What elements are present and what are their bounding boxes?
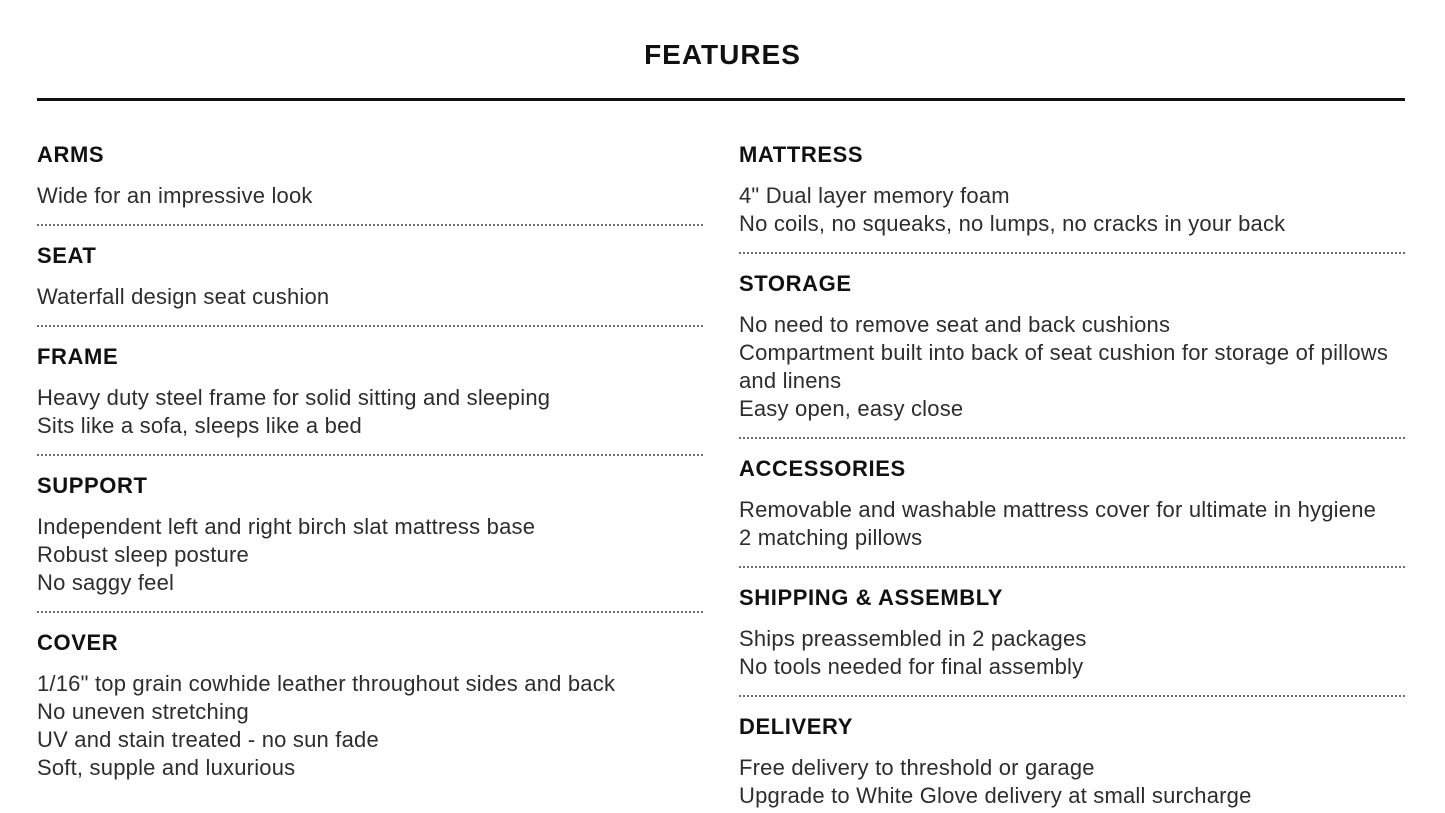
feature-line: 2 matching pillows [739, 525, 923, 550]
feature-heading: ARMS [37, 142, 105, 167]
feature-lines [739, 182, 1405, 238]
feature-heading: ACCESSORIES [739, 456, 906, 481]
feature-line: No coils, no squeaks, no lumps, no cracks in your back [739, 211, 1286, 236]
feature-line: No need to remove seat and back cushions [739, 312, 1171, 337]
feature-line: Waterfall design seat cushion [37, 284, 330, 309]
features-columns [37, 141, 1405, 810]
dotted-separator [739, 437, 1405, 439]
feature-line: Removable and washable mattress cover for ultimate in hygiene [739, 497, 1377, 522]
feature-lines [739, 311, 1405, 423]
feature-line: Heavy duty steel frame for solid sitting and sleeping [37, 385, 551, 410]
feature-line: 1/16" top grain cowhide leather throughout sides and back [37, 671, 616, 696]
title-divider [37, 98, 1405, 101]
feature-section [37, 242, 703, 327]
feature-section [37, 343, 703, 456]
dotted-separator [37, 454, 703, 456]
feature-lines [739, 754, 1405, 810]
features-column-right [739, 141, 1405, 810]
feature-section [37, 141, 703, 226]
feature-heading: STORAGE [739, 271, 852, 296]
feature-section [739, 270, 1405, 439]
feature-line: Compartment built into back of seat cushion for storage of pillows and linens [739, 340, 1389, 393]
feature-line: Robust sleep posture [37, 542, 249, 567]
feature-heading: SUPPORT [37, 473, 148, 498]
feature-lines [37, 384, 703, 440]
feature-lines [37, 182, 703, 210]
feature-lines [37, 283, 703, 311]
feature-section [739, 455, 1405, 568]
feature-line: Free delivery to threshold or garage [739, 755, 1095, 780]
dotted-separator [739, 695, 1405, 697]
feature-line: Independent left and right birch slat mattress base [37, 514, 536, 539]
feature-heading: COVER [37, 630, 119, 655]
feature-section [739, 713, 1405, 810]
feature-line: 4" Dual layer memory foam [739, 183, 1010, 208]
feature-line: Easy open, easy close [739, 396, 964, 421]
feature-line: UV and stain treated - no sun fade [37, 727, 379, 752]
feature-line: No tools needed for final assembly [739, 654, 1084, 679]
feature-line: Upgrade to White Glove delivery at small surcharge [739, 783, 1252, 808]
feature-heading: FRAME [37, 344, 119, 369]
feature-line: No uneven stretching [37, 699, 249, 724]
feature-heading: DELIVERY [739, 714, 854, 739]
feature-section [739, 584, 1405, 697]
feature-lines [739, 496, 1405, 552]
feature-lines [37, 513, 703, 597]
dotted-separator [37, 325, 703, 327]
feature-line: No saggy feel [37, 570, 175, 595]
features-column-left [37, 141, 703, 782]
feature-line: Ships preassembled in 2 packages [739, 626, 1087, 651]
feature-heading: SHIPPING & ASSEMBLY [739, 585, 1004, 610]
feature-lines [739, 625, 1405, 681]
feature-line: Sits like a sofa, sleeps like a bed [37, 413, 362, 438]
dotted-separator [739, 566, 1405, 568]
feature-section [739, 141, 1405, 254]
feature-heading: MATTRESS [739, 142, 864, 167]
feature-line: Wide for an impressive look [37, 183, 313, 208]
page-title: FEATURES [644, 39, 801, 70]
feature-line: Soft, supple and luxurious [37, 755, 296, 780]
feature-lines [37, 670, 703, 782]
feature-section [37, 629, 703, 782]
dotted-separator [739, 252, 1405, 254]
dotted-separator [37, 224, 703, 226]
feature-section [37, 472, 703, 613]
feature-heading: SEAT [37, 243, 97, 268]
dotted-separator [37, 611, 703, 613]
